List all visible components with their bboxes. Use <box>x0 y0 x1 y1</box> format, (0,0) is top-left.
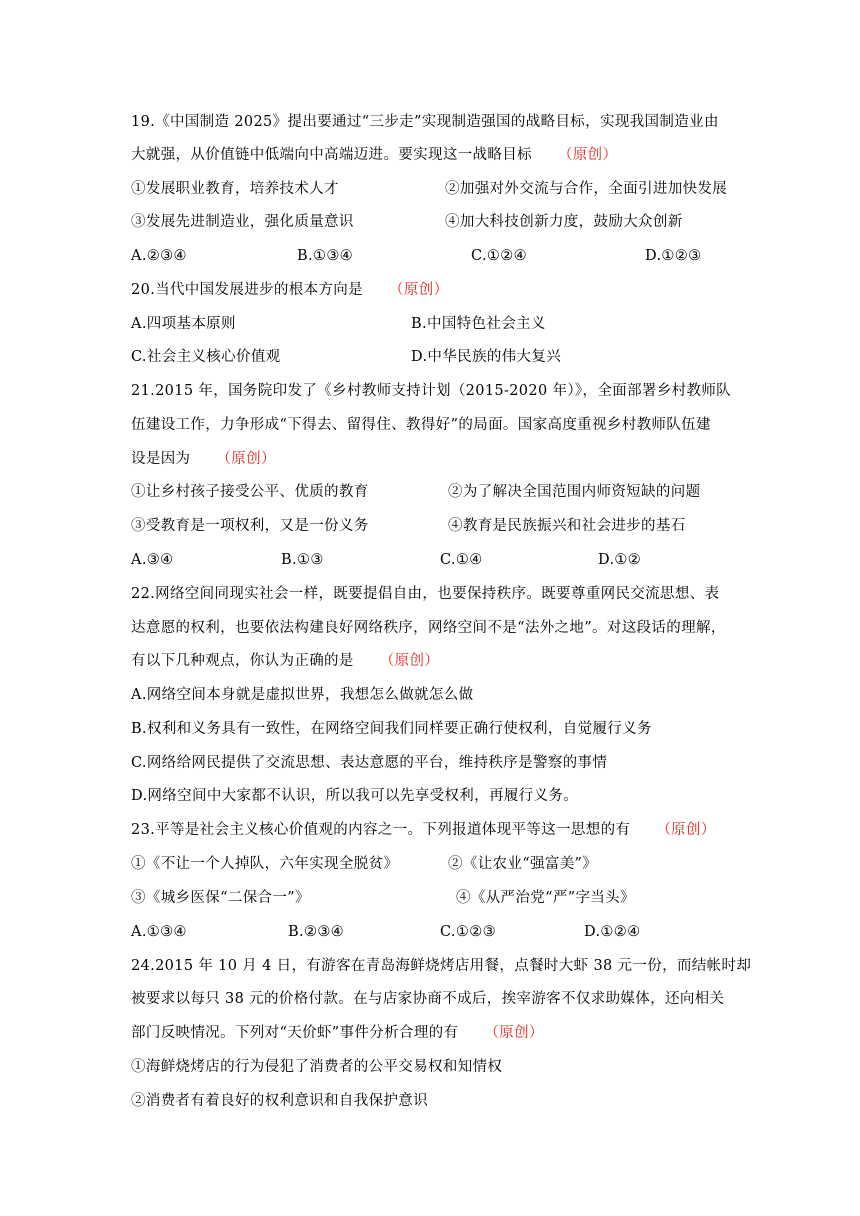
q23-choices <box>131 922 641 942</box>
q21-choices <box>131 550 642 570</box>
original-tag: （原创） <box>216 451 276 467</box>
q24-statement-1: ①海鲜烧烤店的行为侵犯了消费者的公平交易权和知情权 <box>131 1059 503 1075</box>
choice-d: D.①②④ <box>584 924 641 940</box>
original-tag: （原创） <box>389 282 449 298</box>
statement: ④加大科技创新力度，鼓励大众创新 <box>445 214 683 230</box>
original-tag: （原创） <box>379 653 440 669</box>
q19-statement-row-2 <box>131 212 683 232</box>
q21-stem-line-3: 设是因为 （原创） <box>131 451 276 467</box>
q24-statement-2: ②消费者有着良好的权利意识和自我保护意识 <box>131 1093 428 1109</box>
q24-stem-line-3: 部门反映情况。下列对“天价虾”事件分析合理的有 （原创） <box>131 1025 544 1041</box>
q22-choice-a: A.网络空间本身就是虚拟世界，我想怎么做就怎么做 <box>131 687 474 703</box>
q23-stem: 23.平等是社会主义核心价值观的内容之一。下列报道体现平等这一思想的有 （原创） <box>131 822 716 838</box>
q20-choices-row-1 <box>131 314 546 334</box>
q22-stem-line-1: 22.网络空间同现实社会一样，既要提倡自由，也要保持秩序。既要尊重网民交流思想、表 <box>131 586 720 602</box>
statement: ④教育是民族振兴和社会进步的基石 <box>448 518 686 534</box>
choice-c: C.①②③ <box>440 924 496 940</box>
q23-statement-row-1 <box>131 854 598 874</box>
q21-stem-line-2: 伍建设工作，力争形成“下得去、留得住、教得好”的局面。国家高度重视乡村教师队伍建 <box>131 417 711 433</box>
statement: ②《让农业“强富美”》 <box>448 856 598 872</box>
choice-d: D.①② <box>598 552 642 568</box>
q19-statement-row-1 <box>131 179 728 199</box>
statement: ①发展职业教育，培养技术人才 <box>131 181 339 197</box>
choice-a: A.②③④ <box>131 248 187 264</box>
original-tag: （原创） <box>484 1025 544 1041</box>
original-tag: （原创） <box>557 147 618 163</box>
choice-b: B.②③④ <box>288 924 345 940</box>
choice-b: B.①③ <box>281 552 324 568</box>
statement: ③受教育是一项权利，又是一份义务 <box>131 518 369 534</box>
q22-stem-line-2: 达意愿的权利，也要依法构建良好网络秩序，网络空间不是“法外之地”。对这段话的理解， <box>131 620 726 636</box>
statement: ①让乡村孩子接受公平、优质的教育 <box>131 484 369 500</box>
q21-stem-line-1: 21.2015 年，国务院印发了《乡村教师支持计划（2015-2020 年）》，全面部署乡村教师队 <box>131 383 732 399</box>
q19-choices <box>131 246 702 266</box>
choice-c: C.①②④ <box>471 248 527 264</box>
statement: ②为了解决全国范围内师资短缺的问题 <box>448 484 701 500</box>
statement: ①《不让一个人掉队，六年实现全脱贫》 <box>131 856 399 872</box>
q20-stem: 20.当代中国发展进步的根本方向是 （原创） <box>131 282 449 298</box>
q22-stem-line-3: 有以下几种观点，你认为正确的是 （原创） <box>131 653 440 669</box>
statement: ③发展先进制造业，强化质量意识 <box>131 214 354 230</box>
choice-a: A.四项基本原则 <box>131 316 236 332</box>
q20-choices-row-2 <box>131 347 562 367</box>
choice-b: B.中国特色社会主义 <box>411 316 546 332</box>
choice-a: A.③④ <box>131 552 174 568</box>
q22-choice-c: C.网络给网民提供了交流思想、表达意愿的平台，维持秩序是警察的事情 <box>131 755 608 771</box>
choice-a: A.①③④ <box>131 924 187 940</box>
q19-stem-line-2: 大就强，从价值链中低端向中高端迈进。要实现这一战略目标 （原创） <box>131 147 618 163</box>
choice-c: C.社会主义核心价值观 <box>131 349 281 365</box>
choice-d: D.中华民族的伟大复兴 <box>411 349 562 365</box>
q24-stem-line-1: 24.2015 年 10 月 4 日，有游客在青岛海鲜烧烤店用餐，点餐时大虾 38 元一份，而结帐时却 <box>131 958 752 974</box>
choice-c: C.①④ <box>440 552 483 568</box>
q21-statement-row-1 <box>131 482 701 502</box>
q23-statement-row-2 <box>131 888 635 908</box>
choice-b: B.①③④ <box>297 248 354 264</box>
q21-statement-row-2 <box>131 516 686 536</box>
q22-choice-d: D.网络空间中大家都不认识，所以我可以先享受权利，再履行义务。 <box>131 788 579 804</box>
statement: ③《城乡医保“二保合一”》 <box>131 890 310 906</box>
statement: ④《从严治党“严”字当头》 <box>456 890 635 906</box>
choice-d: D.①②③ <box>645 248 702 264</box>
statement: ②加强对外交流与合作，全面引进加快发展 <box>445 181 728 197</box>
q19-stem-line-1: 19.《中国制造 2025》提出要通过“三步走”实现制造强国的战略目标，实现我国制造业由 <box>131 114 719 130</box>
q24-stem-line-2: 被要求以每只 38 元的价格付款。在与店家协商不成后，挨宰游客不仅求助媒体，还向相关 <box>131 991 725 1007</box>
original-tag: （原创） <box>656 822 716 838</box>
q22-choice-b: B.权利和义务具有一致性，在网络空间我们同样要正确行使权利，自觉履行义务 <box>131 721 652 737</box>
